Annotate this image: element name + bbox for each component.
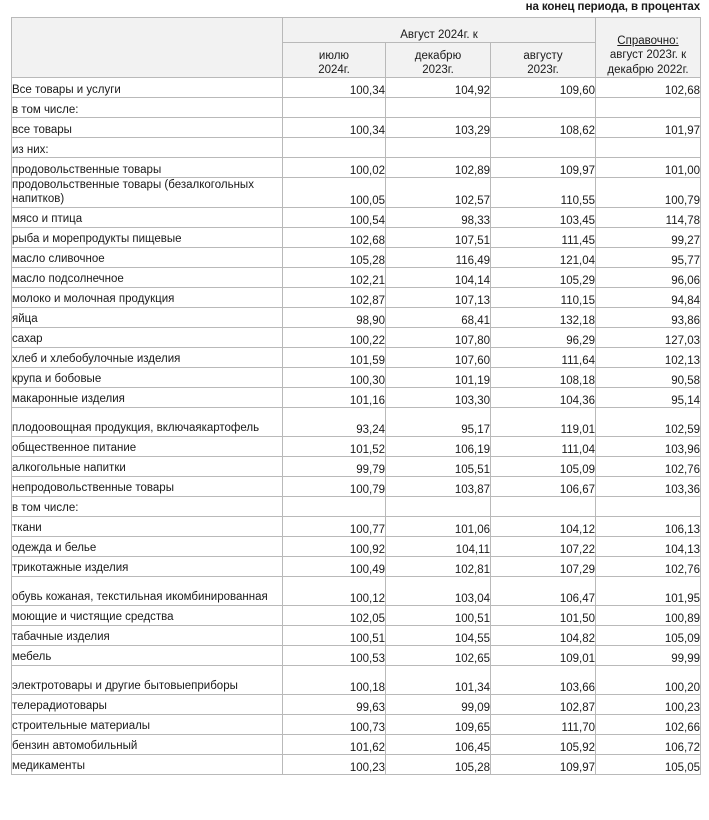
- row-value: 99,09: [386, 694, 491, 714]
- row-value: 100,34: [283, 78, 386, 98]
- row-value: 100,22: [283, 327, 386, 347]
- header-col-december-2023-line2: 2023г.: [422, 63, 454, 76]
- row-value: 105,28: [283, 247, 386, 267]
- header-col-august-2023-line1: августу: [523, 49, 563, 62]
- table-row: [12, 754, 701, 774]
- row-label: молоко и молочная продукция: [12, 287, 283, 307]
- table-header: [12, 18, 701, 78]
- row-value: 96,06: [596, 267, 701, 287]
- table-row: [12, 496, 701, 516]
- row-value: 100,02: [283, 158, 386, 178]
- table-row: [12, 556, 701, 576]
- row-label: медикаменты: [12, 754, 283, 774]
- header-col-december-2023: [386, 43, 491, 78]
- row-value: [491, 496, 596, 516]
- table-body: [12, 78, 701, 775]
- table-row: [12, 327, 701, 347]
- row-value: [386, 138, 491, 158]
- header-row-group: [12, 18, 701, 43]
- row-label-line2: картофель: [201, 422, 260, 435]
- table-row: [12, 227, 701, 247]
- row-value: 96,29: [491, 327, 596, 347]
- row-value: 102,65: [386, 645, 491, 665]
- header-col-july-2024-line2: 2024г.: [318, 63, 350, 76]
- row-label: табачные изделия: [12, 625, 283, 645]
- row-value: 105,51: [386, 456, 491, 476]
- row-value: 127,03: [596, 327, 701, 347]
- row-value: 107,13: [386, 287, 491, 307]
- row-value: 108,62: [491, 118, 596, 138]
- row-value: 90,58: [596, 367, 701, 387]
- row-value: 106,19: [386, 436, 491, 456]
- row-value: 119,01: [491, 407, 596, 436]
- row-value: 100,54: [283, 207, 386, 227]
- row-value: 104,55: [386, 625, 491, 645]
- row-label: [12, 576, 283, 605]
- row-value: 102,05: [283, 605, 386, 625]
- table-row: [12, 347, 701, 367]
- row-value: [283, 496, 386, 516]
- row-value: 121,04: [491, 247, 596, 267]
- row-label: трикотажные изделия: [12, 556, 283, 576]
- row-label-line2: комбинированная: [172, 591, 268, 604]
- row-value: [283, 138, 386, 158]
- row-value: 111,04: [491, 436, 596, 456]
- row-value: 101,95: [596, 576, 701, 605]
- table-row: [12, 287, 701, 307]
- header-reference-line1: Справочно:: [617, 34, 679, 47]
- row-label: хлеб и хлебобулочные изделия: [12, 347, 283, 367]
- row-value: 100,34: [283, 118, 386, 138]
- table-row: [12, 645, 701, 665]
- row-value: 101,16: [283, 387, 386, 407]
- row-value: 103,30: [386, 387, 491, 407]
- row-label-line1: продовольственные товары (без: [12, 179, 187, 191]
- row-value: 105,05: [596, 754, 701, 774]
- row-label-line2: алкогольных напитков): [12, 179, 254, 206]
- row-value: 132,18: [491, 307, 596, 327]
- row-value: 103,04: [386, 576, 491, 605]
- row-value: 101,97: [596, 118, 701, 138]
- row-value: 93,24: [283, 407, 386, 436]
- header-reference-line3: декабрю 2022г.: [607, 63, 689, 76]
- row-value: 102,68: [283, 227, 386, 247]
- table-row: [12, 307, 701, 327]
- row-value: 100,49: [283, 556, 386, 576]
- row-value: 101,59: [283, 347, 386, 367]
- row-value: 102,76: [596, 456, 701, 476]
- table-row: [12, 536, 701, 556]
- row-label: ткани: [12, 516, 283, 536]
- row-value: 104,92: [386, 78, 491, 98]
- row-value: 103,36: [596, 476, 701, 496]
- row-value: 95,14: [596, 387, 701, 407]
- row-value: 109,60: [491, 78, 596, 98]
- row-label: алкогольные напитки: [12, 456, 283, 476]
- row-label: мясо и птица: [12, 207, 283, 227]
- row-value: 101,19: [386, 367, 491, 387]
- row-value: 108,18: [491, 367, 596, 387]
- row-value: 105,09: [596, 625, 701, 645]
- row-value: 103,29: [386, 118, 491, 138]
- units-caption: на конец периода, в процентах: [525, 1, 700, 13]
- row-label: из них:: [12, 138, 283, 158]
- table-row: [12, 665, 701, 694]
- row-value: [491, 138, 596, 158]
- row-value: 102,66: [596, 714, 701, 734]
- row-value: [491, 98, 596, 118]
- table-row: [12, 367, 701, 387]
- table-row: [12, 267, 701, 287]
- row-value: [596, 496, 701, 516]
- row-value: 95,17: [386, 407, 491, 436]
- table-row: [12, 158, 701, 178]
- row-value: 99,63: [283, 694, 386, 714]
- row-value: 114,78: [596, 207, 701, 227]
- row-value: 111,64: [491, 347, 596, 367]
- row-value: 106,13: [596, 516, 701, 536]
- row-value: 102,87: [491, 694, 596, 714]
- table-row: [12, 576, 701, 605]
- row-label: бензин автомобильный: [12, 734, 283, 754]
- row-value: 101,00: [596, 158, 701, 178]
- row-label: сахар: [12, 327, 283, 347]
- row-value: 109,65: [386, 714, 491, 734]
- table-row: [12, 78, 701, 98]
- row-value: 107,80: [386, 327, 491, 347]
- row-label: моющие и чистящие средства: [12, 605, 283, 625]
- row-value: 111,45: [491, 227, 596, 247]
- row-value: 105,28: [386, 754, 491, 774]
- row-value: 104,82: [491, 625, 596, 645]
- table-row: [12, 118, 701, 138]
- table-row: [12, 138, 701, 158]
- row-value: 104,14: [386, 267, 491, 287]
- header-reference-cell: [596, 18, 701, 78]
- row-value: 99,27: [596, 227, 701, 247]
- row-label: [12, 665, 283, 694]
- header-col-july-2024: [283, 43, 386, 78]
- header-col-july-2024-line1: июлю: [318, 49, 350, 62]
- price-index-table: [11, 17, 701, 775]
- row-label: яйца: [12, 307, 283, 327]
- row-value: [283, 98, 386, 118]
- row-value: 98,33: [386, 207, 491, 227]
- table-row: [12, 387, 701, 407]
- row-value: 99,79: [283, 456, 386, 476]
- row-value: 100,20: [596, 665, 701, 694]
- table-row: [12, 605, 701, 625]
- row-value: 103,45: [491, 207, 596, 227]
- row-value: 106,72: [596, 734, 701, 754]
- row-value: 100,73: [283, 714, 386, 734]
- row-value: 103,96: [596, 436, 701, 456]
- row-label: [12, 407, 283, 436]
- row-label: в том числе:: [12, 496, 283, 516]
- row-value: 100,23: [283, 754, 386, 774]
- row-value: 106,47: [491, 576, 596, 605]
- row-value: 107,22: [491, 536, 596, 556]
- row-label: крупа и бобовые: [12, 367, 283, 387]
- row-label-line1: плодоовощная продукция, включая: [12, 422, 202, 435]
- table-row: [12, 694, 701, 714]
- row-value: 109,97: [491, 754, 596, 774]
- table-row: [12, 178, 701, 208]
- row-value: 100,51: [386, 605, 491, 625]
- table-row: [12, 625, 701, 645]
- row-value: 100,23: [596, 694, 701, 714]
- row-value: 100,51: [283, 625, 386, 645]
- row-label: макаронные изделия: [12, 387, 283, 407]
- row-value: 100,77: [283, 516, 386, 536]
- row-label-line2: приборы: [191, 680, 238, 693]
- row-value: 101,50: [491, 605, 596, 625]
- row-value: 101,62: [283, 734, 386, 754]
- row-value: 104,13: [596, 536, 701, 556]
- row-value: 100,79: [596, 178, 701, 208]
- row-value: 104,36: [491, 387, 596, 407]
- row-value: 110,15: [491, 287, 596, 307]
- row-value: 100,30: [283, 367, 386, 387]
- row-value: 99,99: [596, 645, 701, 665]
- row-value: 102,87: [283, 287, 386, 307]
- row-value: 101,52: [283, 436, 386, 456]
- row-value: 109,97: [491, 158, 596, 178]
- row-label: строительные материалы: [12, 714, 283, 734]
- table-row: [12, 207, 701, 227]
- row-value: 111,70: [491, 714, 596, 734]
- header-stub-cell: [12, 18, 283, 78]
- row-value: 101,34: [386, 665, 491, 694]
- table-row: [12, 247, 701, 267]
- header-group-august-2024: Август 2024г. к: [283, 18, 596, 43]
- table-row: [12, 436, 701, 456]
- row-value: 102,21: [283, 267, 386, 287]
- row-value: 110,55: [491, 178, 596, 208]
- row-label: одежда и белье: [12, 536, 283, 556]
- row-label-line1: обувь кожаная, текстильная и: [12, 591, 173, 604]
- row-value: 102,76: [596, 556, 701, 576]
- table-row: [12, 98, 701, 118]
- row-value: 107,51: [386, 227, 491, 247]
- table-row: [12, 714, 701, 734]
- row-value: 103,66: [491, 665, 596, 694]
- table-row: [12, 476, 701, 496]
- row-value: 100,18: [283, 665, 386, 694]
- row-value: 101,06: [386, 516, 491, 536]
- row-value: 102,13: [596, 347, 701, 367]
- row-value: 100,12: [283, 576, 386, 605]
- row-value: 68,41: [386, 307, 491, 327]
- table-row: [12, 734, 701, 754]
- row-value: [386, 98, 491, 118]
- row-value: 100,53: [283, 645, 386, 665]
- row-value: [386, 496, 491, 516]
- header-col-december-2023-line1: декабрю: [414, 49, 462, 62]
- row-value: 107,60: [386, 347, 491, 367]
- row-label-line1: электротовары и другие бытовые: [12, 680, 192, 693]
- row-value: 102,89: [386, 158, 491, 178]
- row-value: 104,11: [386, 536, 491, 556]
- row-value: 103,87: [386, 476, 491, 496]
- row-value: 95,77: [596, 247, 701, 267]
- row-value: 116,49: [386, 247, 491, 267]
- row-label: масло сливочное: [12, 247, 283, 267]
- row-label: [12, 178, 283, 208]
- row-value: 98,90: [283, 307, 386, 327]
- row-label: Все товары и услуги: [12, 78, 283, 98]
- row-value: 107,29: [491, 556, 596, 576]
- row-value: 100,79: [283, 476, 386, 496]
- row-label: непродовольственные товары: [12, 476, 283, 496]
- row-label: рыба и морепродукты пищевые: [12, 227, 283, 247]
- row-label: продовольственные товары: [12, 158, 283, 178]
- row-value: [596, 138, 701, 158]
- table-row: [12, 516, 701, 536]
- table-row: [12, 456, 701, 476]
- row-value: 102,59: [596, 407, 701, 436]
- row-label: масло подсолнечное: [12, 267, 283, 287]
- row-value: 100,05: [283, 178, 386, 208]
- row-label: телерадиотовары: [12, 694, 283, 714]
- row-label: в том числе:: [12, 98, 283, 118]
- row-value: [596, 98, 701, 118]
- row-label: общественное питание: [12, 436, 283, 456]
- row-value: 105,09: [491, 456, 596, 476]
- header-reference-line2: август 2023г. к: [609, 49, 687, 62]
- row-value: 100,89: [596, 605, 701, 625]
- row-value: 104,12: [491, 516, 596, 536]
- table-row: [12, 407, 701, 436]
- row-label: мебель: [12, 645, 283, 665]
- header-col-august-2023: [491, 43, 596, 78]
- row-value: 94,84: [596, 287, 701, 307]
- row-value: 105,29: [491, 267, 596, 287]
- row-value: 106,67: [491, 476, 596, 496]
- row-label: все товары: [12, 118, 283, 138]
- row-value: 109,01: [491, 645, 596, 665]
- row-value: 102,81: [386, 556, 491, 576]
- row-value: 93,86: [596, 307, 701, 327]
- row-value: 102,57: [386, 178, 491, 208]
- header-col-august-2023-line2: 2023г.: [527, 63, 559, 76]
- row-value: 106,45: [386, 734, 491, 754]
- row-value: 105,92: [491, 734, 596, 754]
- row-value: 102,68: [596, 78, 701, 98]
- row-value: 100,92: [283, 536, 386, 556]
